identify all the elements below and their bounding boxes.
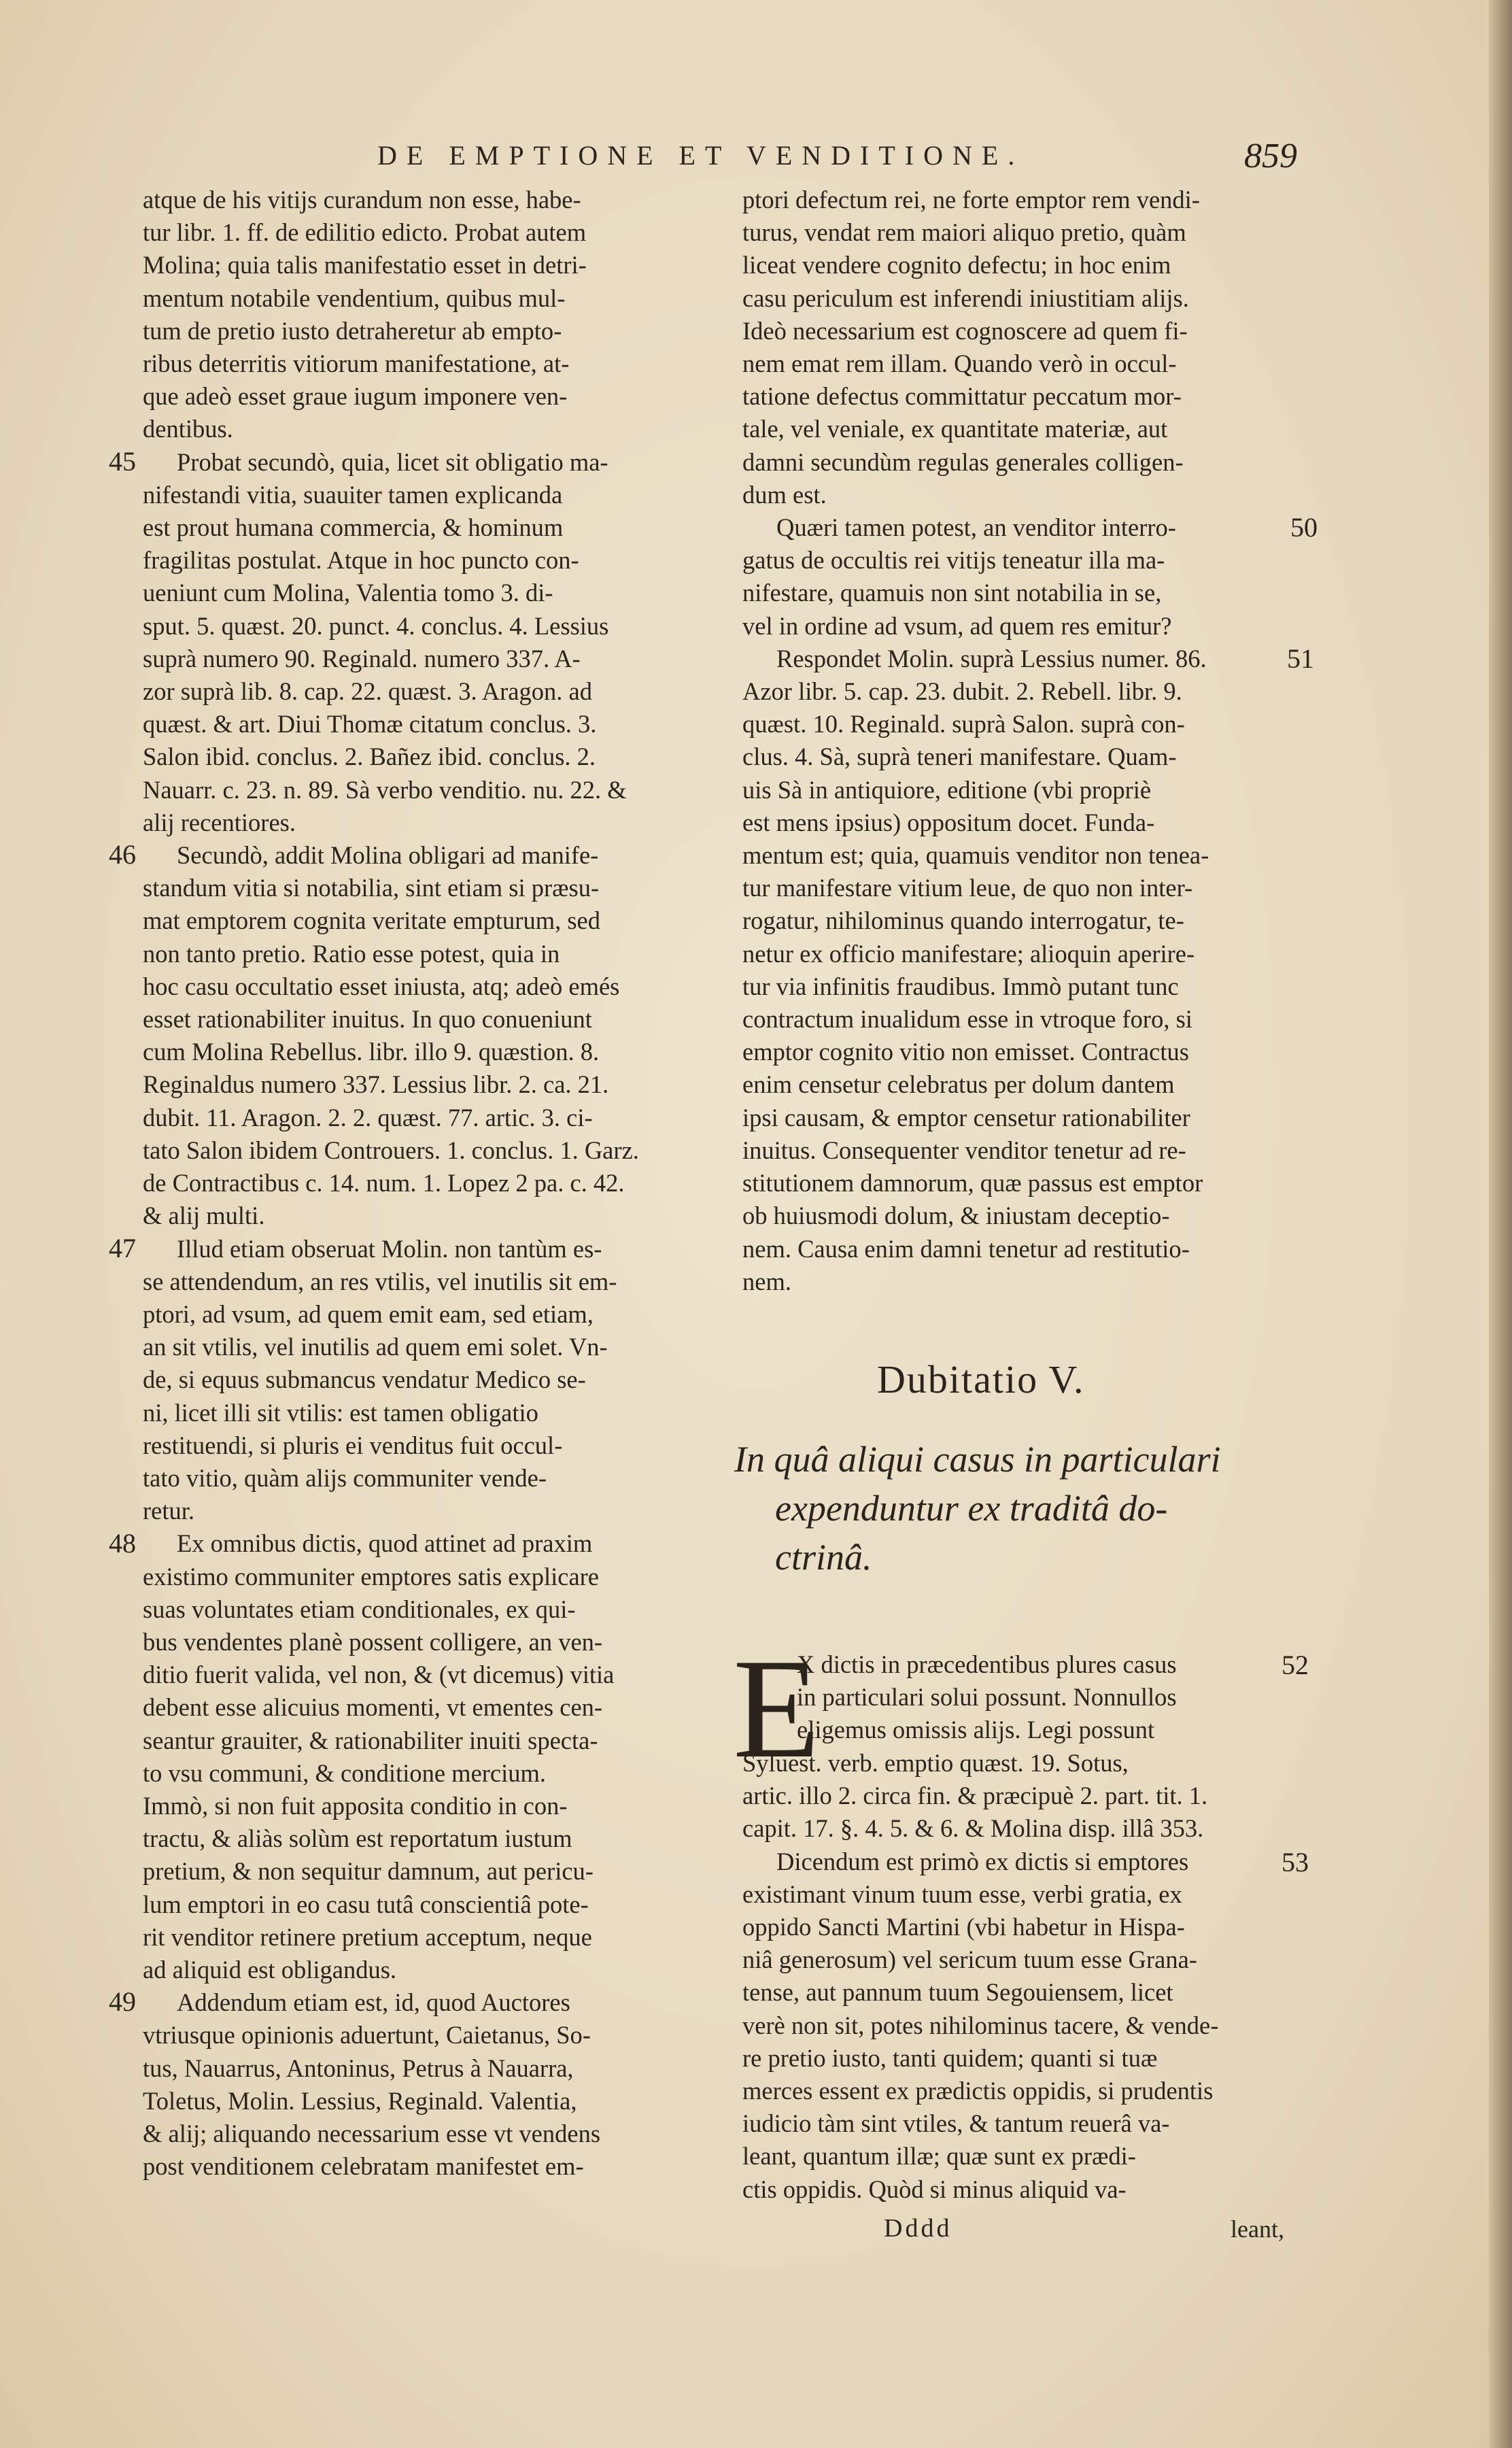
text-line: turus, vendat rem maiori aliquo pretio, quàm: [742, 218, 1186, 247]
text-line: Secundò, addit Molina obligari ad manife-: [177, 841, 599, 870]
subheading-line: In quâ aliqui casus in particulari: [734, 1439, 1221, 1480]
text-line: X dictis in præcedentibus plures casus: [797, 1650, 1177, 1678]
text-line: se attendendum, an res vtilis, vel inutilis sit em-: [143, 1267, 617, 1295]
text-line: suprà numero 90. Reginald. numero 337. A-: [143, 644, 581, 673]
text-line: ueniunt cum Molina, Valentia tomo 3. di-: [143, 579, 553, 607]
text-line: an sit vtilis, vel inutilis ad quem emi solet. Vn-: [143, 1333, 608, 1361]
text-line: zor suprà lib. 8. cap. 22. quæst. 3. Aragon. ad: [143, 677, 592, 706]
text-line: alij recentiores.: [143, 808, 296, 836]
subheading-line: ctrinâ.: [775, 1537, 872, 1578]
marginal-number: 49: [109, 1986, 136, 2017]
text-line: stitutionem damnorum, quæ passus est emptor: [742, 1169, 1203, 1197]
text-line: ni, licet illi sit vtilis: est tamen obligatio: [143, 1398, 538, 1427]
text-line: leant, quantum illæ; quæ sunt ex prædi-: [742, 2142, 1136, 2171]
text-line: restituendi, si pluris ei venditus fuit occul-: [143, 1431, 563, 1459]
right-column-continued: [742, 1747, 1293, 2206]
text-line: verè non sit, potes nihilominus tacere, & vende-: [742, 2011, 1219, 2039]
text-line: nem. Causa enim damni tenetur ad restitutio-: [742, 1234, 1190, 1263]
marginal-number: 51: [1287, 643, 1314, 674]
text-line: oppido Sancti Martini (vbi habetur in Hispa-: [742, 1913, 1185, 1941]
text-line: nifestare, quamuis non sint notabilia in se,: [742, 579, 1162, 607]
text-line: cum Molina Rebellus. libr. illo 9. quæstion. 8.: [143, 1038, 600, 1066]
text-line: mat emptorem cognita veritate empturum, sed: [143, 906, 601, 935]
text-line: tato Salon ibidem Controuers. 1. conclus. 1. Garz.: [143, 1136, 639, 1164]
text-line: suas voluntates etiam conditionales, ex qui-: [143, 1595, 576, 1623]
text-line: contractum inualidum esse in vtroque foro, si: [742, 1005, 1192, 1034]
text-line: Immò, si non fuit apposita conditio in con-: [143, 1791, 568, 1820]
text-line: capit. 17. §. 4. 5. & 6. & Molina disp. illâ 353.: [742, 1814, 1204, 1843]
marginal-number: 47: [109, 1233, 136, 1263]
text-line: nem emat rem illam. Quando verò in occul-: [742, 350, 1177, 378]
text-line: ribus deterritis vitiorum manifestatione, at-: [143, 350, 570, 378]
text-line: quæst. 10. Reginald. suprà Salon. suprà con-: [742, 710, 1185, 738]
right-column: [742, 184, 1313, 1298]
text-line: nem.: [742, 1267, 791, 1295]
text-line: tato vitio, quàm alijs communiter vende-: [143, 1463, 547, 1492]
text-line: tractu, & aliàs solùm est reportatum iustum: [143, 1824, 572, 1853]
text-line: ptori defectum rei, ne forte emptor rem vendi-: [742, 186, 1200, 214]
text-line: Nauarr. c. 23. n. 89. Sà verbo venditio. nu. 22. &: [143, 775, 627, 804]
text-line: existimant vinum tuum esse, verbi gratia, ex: [742, 1880, 1182, 1908]
text-line: niâ generosum) vel sericum tuum esse Grana-: [742, 1945, 1197, 1974]
text-line: rit venditor retinere pretium acceptum, neque: [143, 1922, 592, 1951]
text-line: quæst. & art. Diui Thomæ citatum conclus. 3.: [143, 710, 597, 738]
text-line: Ideò necessarium est cognoscere ad quem fi-: [742, 316, 1188, 345]
text-line: ad aliquid est obligandus.: [143, 1955, 397, 1984]
text-line: damni secundùm regulas generales colligen-: [742, 447, 1184, 476]
text-line: pretium, & non sequitur damnum, aut pericu-: [143, 1857, 594, 1886]
text-line: vtriusque opinionis aduertunt, Caietanus, So-: [143, 2021, 591, 2050]
text-line: dentibus.: [143, 415, 233, 443]
text-line: Salon ibid. conclus. 2. Bañez ibid. conclus. 2.: [143, 743, 596, 771]
text-line: tum de pretio iusto detraheretur ab empto-: [143, 316, 562, 345]
text-line: tur via infinitis fraudibus. Immò putant tunc: [742, 972, 1179, 1000]
text-line: enim censetur celebratus per dolum dantem: [742, 1070, 1175, 1099]
text-line: retur.: [143, 1497, 195, 1525]
text-line: nifestandi vitia, suauiter tamen explicanda: [143, 480, 563, 509]
text-line: Probat secundò, quia, licet sit obligatio ma-: [177, 447, 608, 476]
marginal-number: 52: [1282, 1650, 1309, 1680]
text-line: in particulari solui possunt. Nonnullos: [797, 1683, 1177, 1712]
text-line: est mens ipsius) oppositum docet. Funda-: [742, 808, 1155, 836]
drop-cap: E: [733, 1630, 821, 1788]
text-line: Dicendum est primò ex dictis si emptores: [776, 1847, 1189, 1875]
text-line: de, si equus submancus vendatur Medico se-: [143, 1365, 586, 1394]
section-heading: Dubitatio V.: [877, 1357, 1085, 1401]
text-line: emptor cognito vitio non emisset. Contractus: [742, 1038, 1189, 1066]
text-line: Molina; quia talis manifestatio esset in detri-: [143, 251, 587, 279]
text-line: & alij multi.: [143, 1202, 265, 1230]
text-line: seantur grauiter, & rationabiliter inuiti specta-: [143, 1726, 598, 1754]
text-line: fragilitas postulat. Atque in hoc puncto con-: [143, 546, 579, 575]
text-line: standum vitia si notabilia, sint etiam si præsu-: [143, 874, 600, 902]
text-line: ipsi causam, & emptor censetur rationabiliter: [742, 1103, 1190, 1132]
text-line: vel in ordine ad vsum, ad quem res emitur?: [742, 611, 1172, 640]
text-line: Azor libr. 5. cap. 23. dubit. 2. Rebell. libr. 9.: [742, 677, 1182, 706]
marginal-number: 50: [1290, 512, 1318, 543]
text-line: eligemus omissis alijs. Legi possunt: [797, 1716, 1155, 1744]
text-line: & alij; aliquando necessarium esse vt vendens: [143, 2119, 601, 2147]
text-line: non tanto pretio. Ratio esse potest, quia in: [143, 939, 560, 968]
text-line: tur manifestare vitium leue, de quo non inter-: [742, 874, 1193, 902]
text-line: netur ex officio manifestare; alioquin aperire-: [742, 939, 1195, 968]
left-column: [143, 184, 707, 2183]
text-line: Addendum etiam est, id, quod Auctores: [177, 1988, 570, 2017]
page-number: 859: [1244, 137, 1297, 175]
running-head: DE EMPTIONE ET VENDITIONE.: [377, 140, 1025, 171]
text-line: ptori, ad vsum, ad quem emit eam, sed etiam,: [143, 1299, 594, 1328]
text-line: ob huiusmodi dolum, & iniustam deceptio-: [742, 1202, 1170, 1230]
text-line: ctis oppidis. Quòd si minus aliquid va-: [742, 2175, 1127, 2203]
text-line: que adeò esset graue iugum imponere ven-: [143, 382, 568, 411]
text-line: tatione defectus committatur peccatum mor-: [742, 382, 1182, 411]
signature-mark: Dddd: [884, 2214, 952, 2243]
text-line: de Contractibus c. 14. num. 1. Lopez 2 pa. c. 42.: [143, 1169, 625, 1197]
text-line: dum est.: [742, 480, 827, 509]
subheading-line: expenduntur ex traditâ do-: [775, 1488, 1168, 1529]
text-line: hoc casu occultatio esset iniusta, atq; adeò emés: [143, 972, 620, 1000]
text-line: Illud etiam obseruat Molin. non tantùm es-: [177, 1234, 602, 1263]
text-line: casu periculum est inferendi iniustitiam alijs.: [742, 284, 1189, 312]
text-line: dubit. 11. Aragon. 2. 2. quæst. 77. artic. 3. ci-: [143, 1103, 593, 1132]
text-line: tus, Nauarrus, Antoninus, Petrus à Nauarra,: [143, 2054, 574, 2082]
text-line: bus vendentes planè possent colligere, an ven-: [143, 1627, 603, 1656]
text-line: tur libr. 1. ff. de edilitio edicto. Probat autem: [143, 218, 587, 247]
right-column-dropcap-lines: [797, 1648, 1286, 1747]
text-line: inuitus. Consequenter venditor tenetur ad re-: [742, 1136, 1186, 1164]
text-line: Reginaldus numero 337. Lessius libr. 2. ca. 21.: [143, 1070, 609, 1099]
text-line: Ex omnibus dictis, quod attinet ad praxim: [177, 1529, 593, 1558]
text-line: tense, aut pannum tuum Segouiensem, licet: [742, 1978, 1173, 2007]
text-line: tale, vel veniale, ex quantitate materiæ, aut: [742, 415, 1168, 443]
text-line: Quæri tamen potest, an venditor interro-: [776, 513, 1176, 542]
marginal-number: 46: [109, 839, 136, 870]
text-line: Toletus, Molin. Lessius, Reginald. Valentia,: [143, 2086, 577, 2115]
catchword: leant,: [1231, 2215, 1284, 2243]
text-line: iudicio tàm sint vtiles, & tantum reuerâ va-: [742, 2109, 1170, 2138]
text-line: Respondet Molin. suprà Lessius numer. 86.: [776, 644, 1207, 673]
section-subheading: [734, 1435, 1305, 1582]
text-line: lum emptori in eo casu tutâ conscientiâ pote-: [143, 1890, 589, 1918]
text-line: merces essent ex prædictis oppidis, si prudentis: [742, 2077, 1214, 2105]
text-line: uis Sà in antiquiore, editione (vbi propriè: [742, 775, 1152, 804]
marginal-number: 53: [1282, 1847, 1309, 1877]
text-line: gatus de occultis rei vitijs teneatur illa ma-: [742, 546, 1165, 575]
text-line: to vsu communi, & conditione mercium.: [143, 1758, 547, 1787]
text-line: mentum est; quia, quamuis venditor non tenea-: [742, 841, 1209, 870]
text-line: re pretio iusto, tanti quidem; quanti si tuæ: [742, 2043, 1158, 2072]
text-line: ditio fuerit valida, vel non, & (vt dicemus) vitia: [143, 1661, 615, 1689]
text-line: liceat vendere cognito defectu; in hoc enim: [742, 251, 1171, 279]
text-line: existimo communiter emptores satis explicare: [143, 1562, 600, 1591]
marginal-number: 48: [109, 1528, 136, 1559]
text-line: clus. 4. Sà, suprà teneri manifestare. Quam-: [742, 743, 1177, 771]
text-line: post venditionem celebratam manifestet em-: [143, 2152, 584, 2181]
text-line: mentum notabile vendentium, quibus mul-: [143, 284, 566, 312]
marginal-number: 45: [109, 446, 136, 477]
text-line: artic. illo 2. circa fin. & præcipuè 2. part. tit. 1.: [742, 1782, 1208, 1810]
text-line: atque de his vitijs curandum non esse, habe-: [143, 186, 581, 214]
text-line: sput. 5. quæst. 20. punct. 4. conclus. 4. Lessius: [143, 611, 609, 640]
text-line: est prout humana commercia, & hominum: [143, 513, 564, 542]
text-line: rogatur, nihilominus quando interrogatur, te-: [742, 906, 1184, 935]
page-edge-shadow: [1489, 0, 1512, 2448]
text-line: Syluest. verb. emptio quæst. 19. Sotus,: [742, 1749, 1129, 1777]
text-line: debent esse alicuius momenti, vt ementes cen-: [143, 1693, 603, 1722]
text-line: esset rationabiliter inuitus. In quo conueniunt: [143, 1005, 592, 1034]
